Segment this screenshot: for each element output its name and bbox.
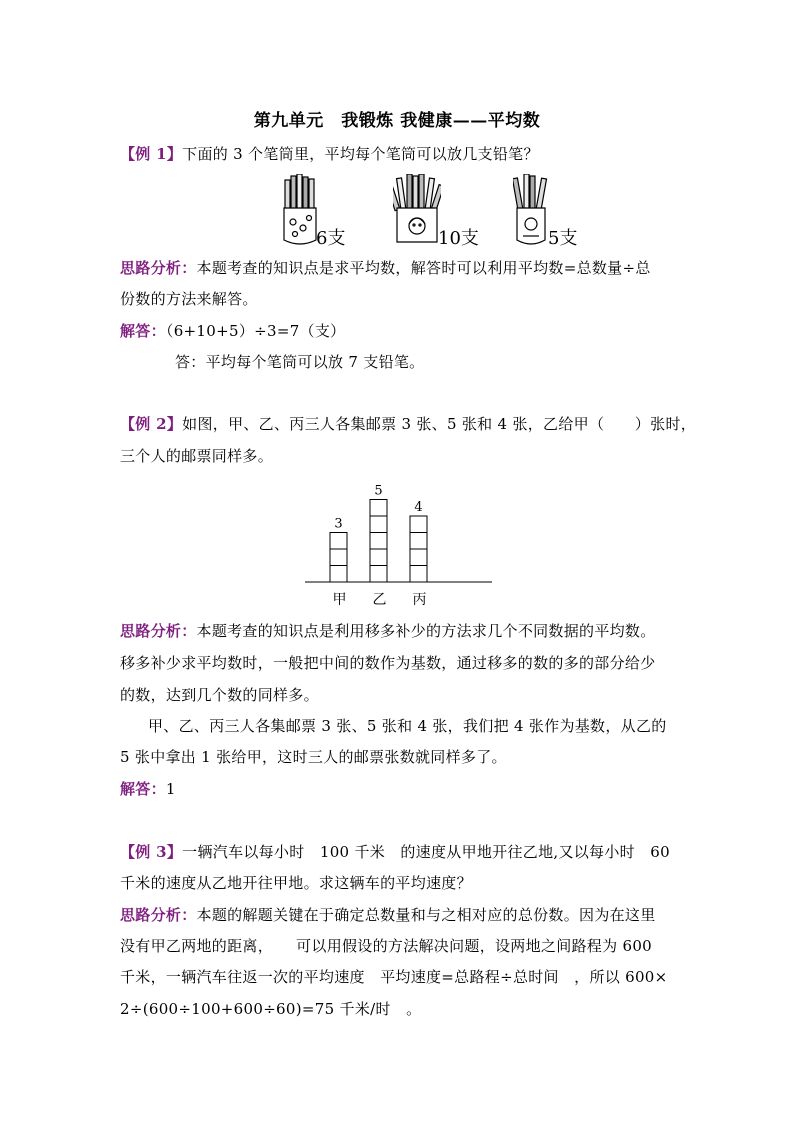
example3-analysis-line3: 千米，一辆汽车往返一次的平均速度 平均速度=总路程÷总时间 ，所以 600× <box>120 968 668 986</box>
example3-question: 一辆汽车以每小时 100 千米 的速度从甲地开往乙地,又以每小时 60 <box>182 843 670 861</box>
example2-question-line <box>120 414 697 434</box>
example3-analysis-line4: 2÷(600÷100+600÷60)=75 千米/时 。 <box>120 1000 422 1018</box>
cup-label-2: 10支 <box>438 228 479 249</box>
example2-analysis-line4: 甲、乙、丙三人各集邮票 3 张、5 张和 4 张，我们把 4 张作为基数，从乙的 <box>148 717 667 735</box>
example2-analysis-line3: 的数，达到几个数的同样多。 <box>120 686 319 704</box>
example1-analysis-line2: 份数的方法来解答。 <box>120 290 258 308</box>
example1-analysis-text: 本题考查的知识点是求平均数，解答时可以利用平均数=总数量÷总 <box>196 259 651 277</box>
pencil-cups-figure <box>0 174 794 252</box>
example2-analysis-text: 本题考查的知识点是利用移多补少的方法求几个不同数据的平均数。 <box>196 622 656 640</box>
page-title: 第九单元 我锻炼 我健康——平均数 <box>253 111 541 131</box>
cup-label-3: 5支 <box>548 228 578 249</box>
pencil-cup-icon <box>513 174 549 248</box>
example3-analysis-label: 思路分析： <box>120 906 197 924</box>
chart-category-label: 丙 <box>412 592 427 608</box>
example1-analysis-label: 思路分析： <box>120 259 197 277</box>
example1-answer-calc: （6+10+5）÷3=7（支） <box>165 322 346 340</box>
example2-answer-value: 1 <box>165 780 176 798</box>
example2-analysis-line5: 5 张中拿出 1 张给甲，这时三人的邮票张数就同样多了。 <box>120 748 507 766</box>
example2-analysis-line2: 移多补少求平均数时，一般把中间的数作为基数，通过移多的数的多的部分给少 <box>120 654 656 672</box>
example2-question: 如图，甲、乙、丙三人各集邮票 3 张、5 张和 4 张，乙给甲（ ）张时， <box>182 415 697 433</box>
example1-answer-text: 答：平均每个笔筒可以放 7 支铅笔。 <box>175 353 425 371</box>
example1-question-line <box>120 144 680 164</box>
example3-analysis-text: 本题的解题关键在于确定总数量和与之相对应的总份数。因为在这里 <box>196 906 656 924</box>
stamp-cell <box>370 549 387 566</box>
example2-answer-label: 解答： <box>120 780 166 798</box>
example1-question: 下面的 3 个笔筒里，平均每个笔筒可以放几支铅笔？ <box>182 145 539 163</box>
stamp-cell <box>330 566 347 583</box>
stamp-cell <box>410 516 427 533</box>
example1-answer-label: 解答： <box>120 322 166 340</box>
example3-question-line2: 千米的速度从乙地开往甲地。求这辆车的平均速度？ <box>120 874 472 892</box>
pencil-cup-icon <box>393 174 441 248</box>
chart-category-label: 甲 <box>332 592 347 608</box>
example3-analysis-line2: 没有甲乙两地的距离， 可以用假设的方法解决问题，设两地之间路程为 600 <box>120 937 653 955</box>
example2-analysis-line <box>120 621 680 641</box>
stamp-cell <box>410 566 427 583</box>
stamp-cell <box>370 516 387 533</box>
pencil-cup-icon <box>281 174 321 248</box>
example3-analysis-line <box>120 905 680 925</box>
stamp-cell <box>330 533 347 550</box>
stamp-cell <box>410 533 427 550</box>
stamp-cell <box>370 533 387 550</box>
chart-value-label: 4 <box>414 500 423 515</box>
stamp-cell <box>330 549 347 566</box>
example2-answer-line <box>120 779 680 799</box>
example2-tag: 【例 2】 <box>120 415 183 433</box>
example2-analysis-label: 思路分析： <box>120 622 197 640</box>
example2-question-line2: 三个人的邮票同样多。 <box>120 447 274 465</box>
example1-analysis-line <box>120 258 680 278</box>
chart-value-label: 5 <box>374 483 383 499</box>
stamp-chart <box>300 476 500 612</box>
chart-category-label: 乙 <box>372 592 387 608</box>
example1-tag: 【例 1】 <box>120 145 183 163</box>
cup-label-1: 6支 <box>316 228 346 249</box>
example3-tag: 【例 3】 <box>120 843 183 861</box>
example1-answer-line <box>120 321 680 341</box>
chart-value-label: 3 <box>334 516 343 532</box>
stamp-cell <box>370 500 387 517</box>
stamp-cell <box>410 549 427 566</box>
stamp-cell <box>370 566 387 583</box>
example3-question-line <box>120 842 680 862</box>
